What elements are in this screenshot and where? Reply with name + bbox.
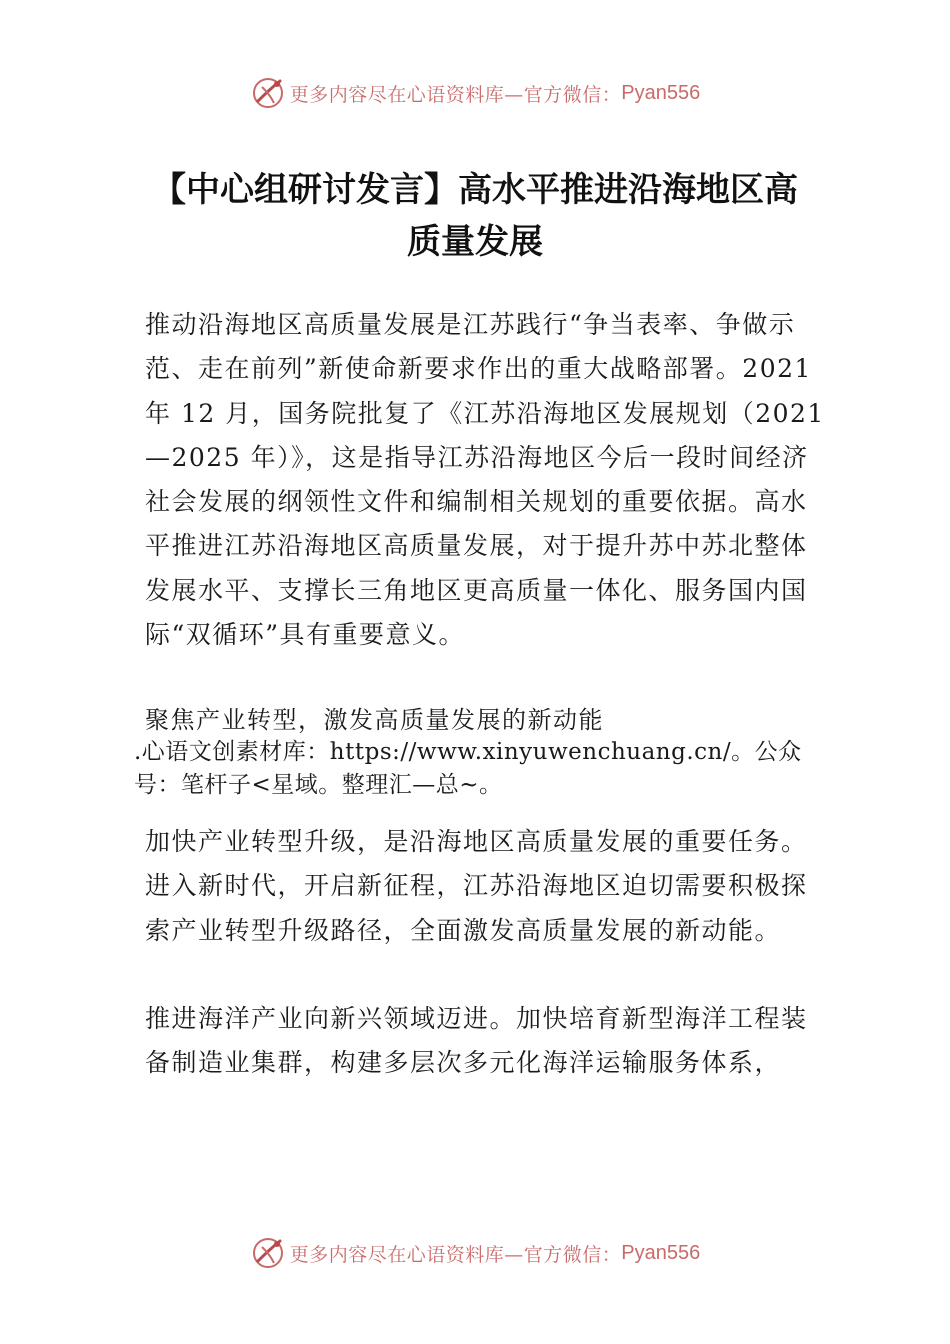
footer-banner — [0, 1233, 950, 1273]
banner-text: 更多内容尽在心语资料库—官方微信： — [289, 83, 622, 106]
paragraph-industry-upgrade: 加快产业转型升级，是沿海地区高质量发展的重要任务。进入新时代，开启新征程，江苏沿海地区迫切需要积极探索产业转型升级路径，全面激发高质量发展的新动能。 — [145, 827, 808, 945]
section-heading: 聚焦产业转型，激发高质量发展的新动能 — [145, 706, 604, 734]
paragraph-marine-industry: 推进海洋产业向新兴领域迈进。加快培育新型海洋工程装备制造业集群，构建多层次多元化海洋运输服务体系， — [145, 1004, 808, 1078]
xinyu-logo-icon — [250, 75, 286, 111]
page-title — [60, 164, 890, 268]
paragraph-intro: 推动沿海地区高质量发展是江苏践行“争当表率、争做示范、走在前列”新使命新要求作出的重大战略部署。2021 年 12 月，国务院批复了《江苏沿海地区发展规划（2021—2025 年）》，这是指导江苏沿海地区今后一段时间经济社会发展的纲领性文件和编制相关规划的重要依据。高水平推进江苏沿海地区高质量发展，对于提升苏中苏北整体发展水平、支撑长三角地区更高质量一体化、服务国内国际“双循环”具有重要意义。 — [145, 310, 825, 650]
header-banner — [0, 73, 950, 113]
banner-wechat-id: Pyan556 — [621, 81, 701, 104]
title-line-1: 【中心组研讨发言】高水平推进沿海地区高 — [152, 170, 798, 210]
banner-text: 更多内容尽在心语资料库—官方微信： — [289, 1243, 622, 1266]
source-note: .心语文创素材库：https://www.xinyuwenchuang.cn/。公众号：笔杆子<星域。整理汇—总~。 — [134, 739, 802, 798]
banner-wechat-id: Pyan556 — [621, 1241, 701, 1264]
title-line-2: 质量发展 — [407, 222, 543, 262]
xinyu-logo-icon — [250, 1235, 286, 1271]
